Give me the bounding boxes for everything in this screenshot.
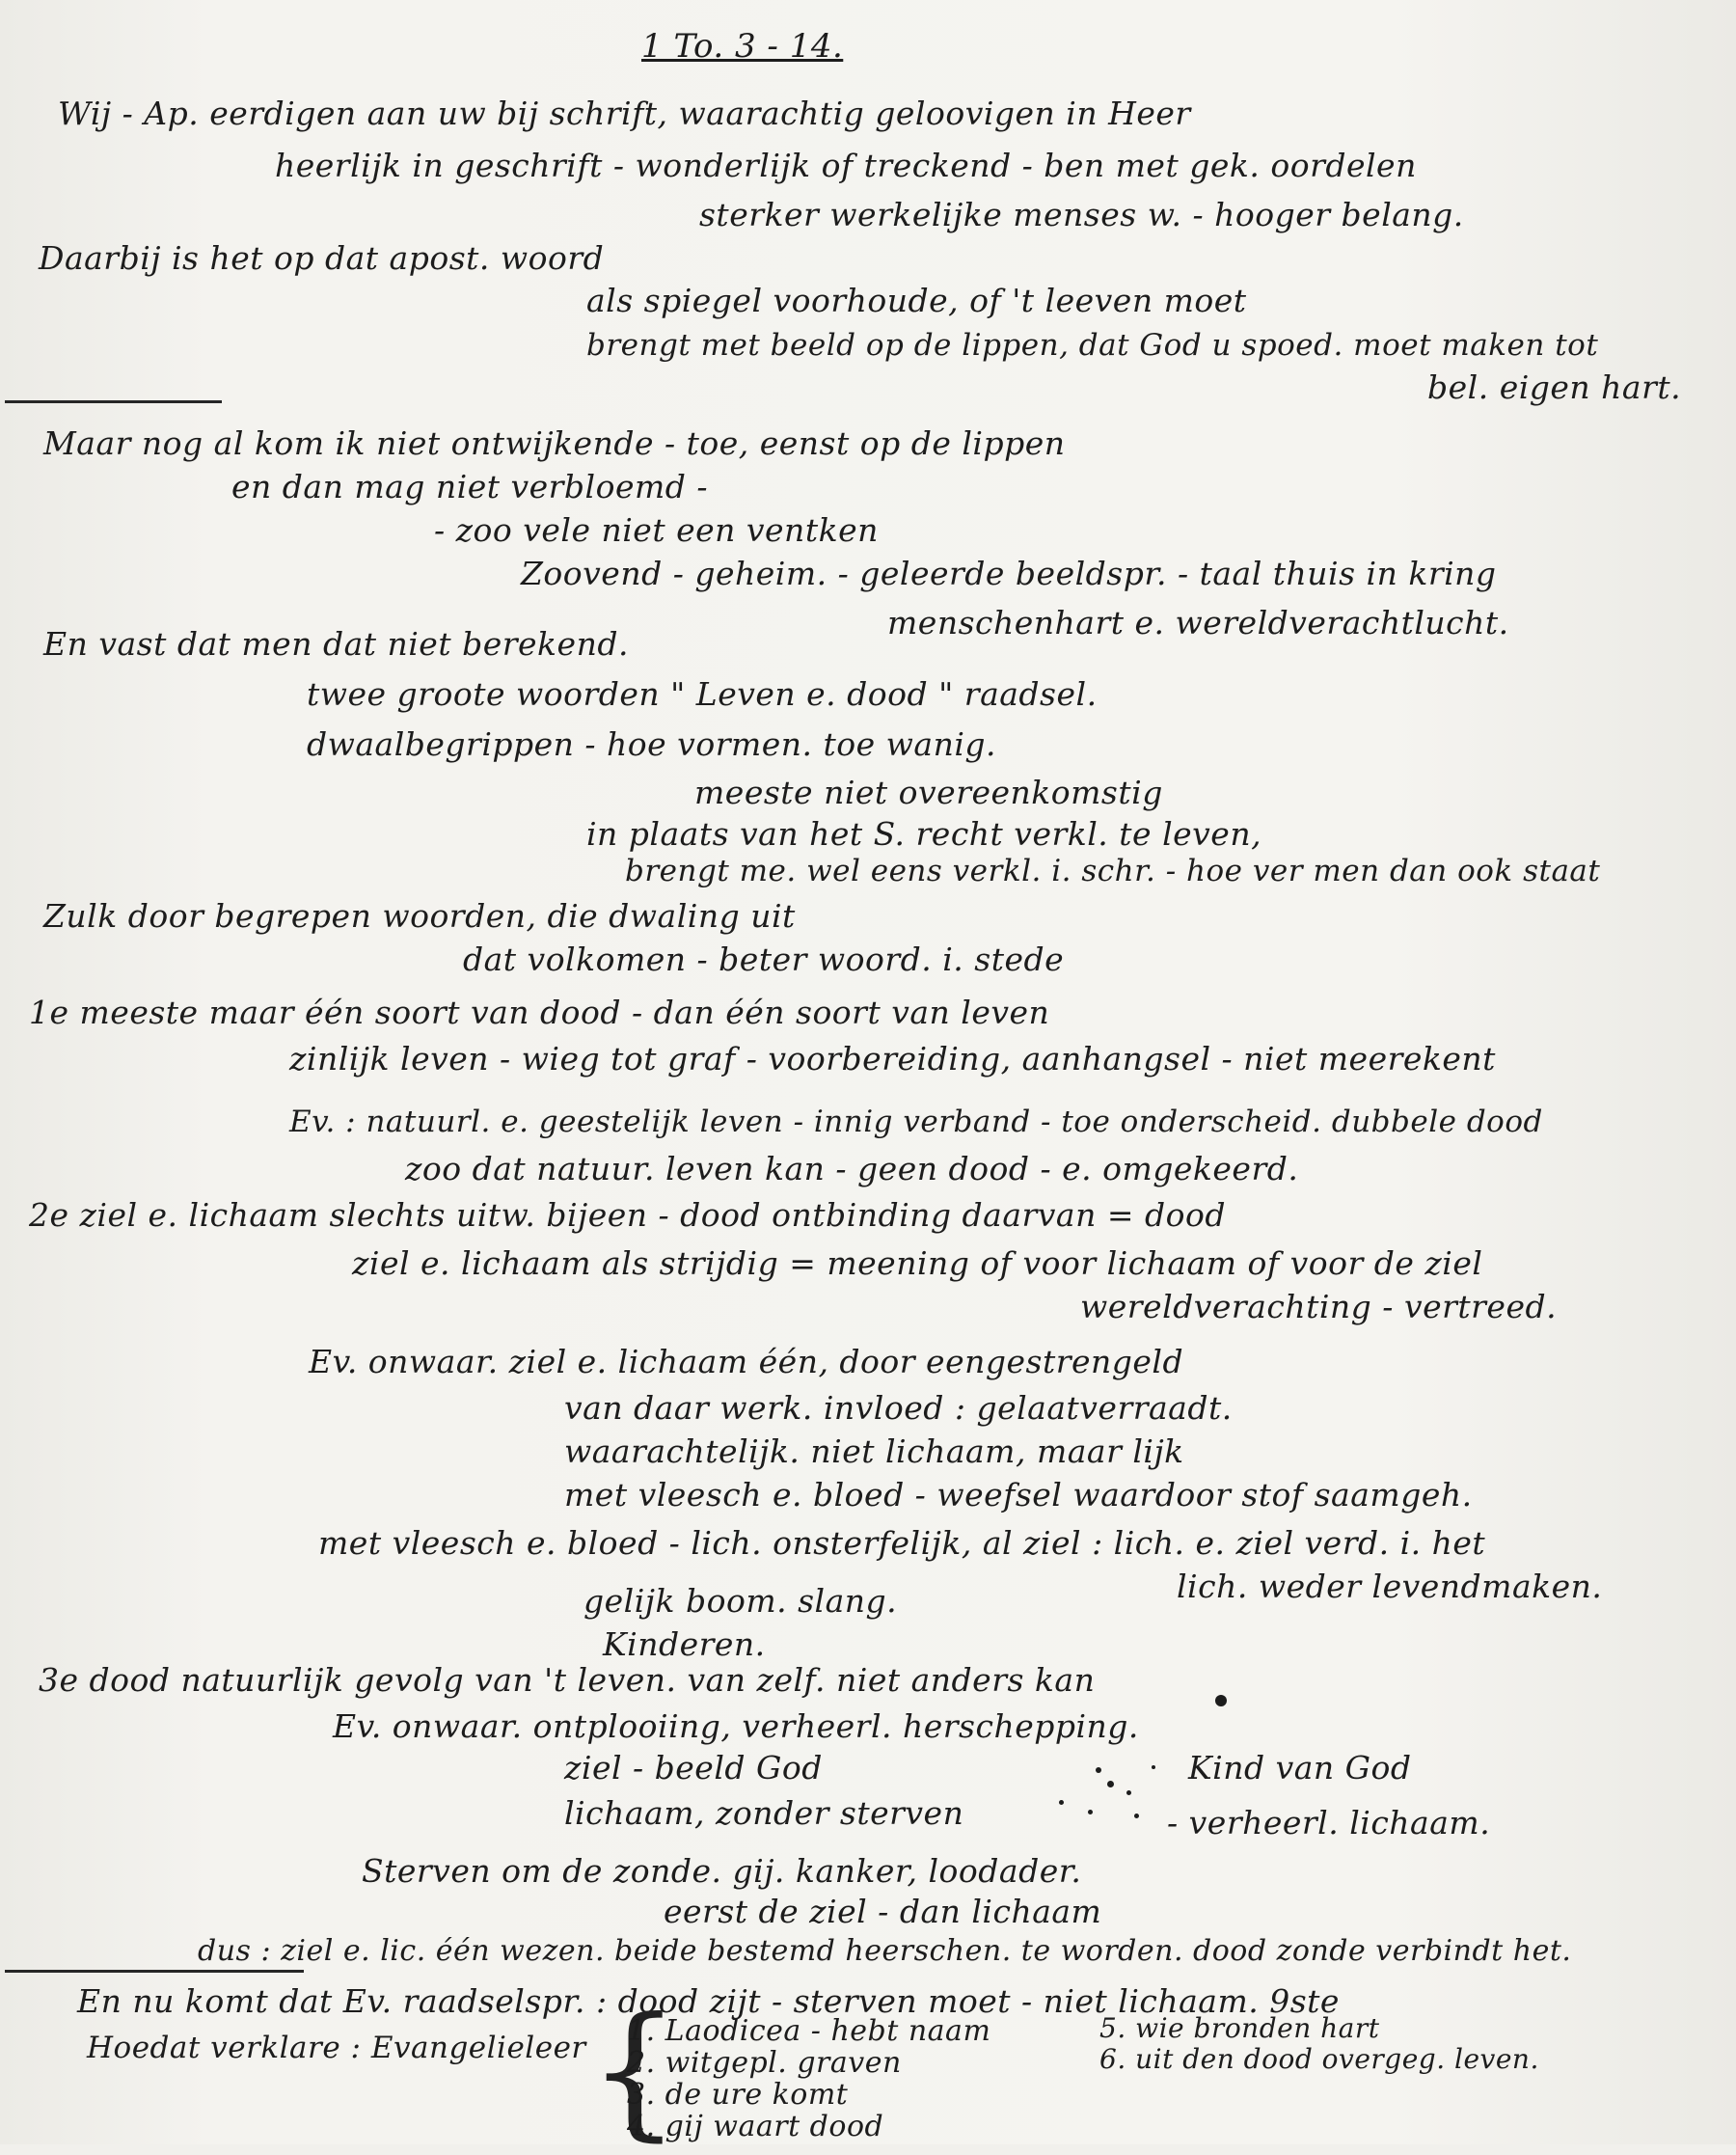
ink-dot — [1215, 1695, 1227, 1706]
text-line-15: zinlijk leven - wieg tot graf - voorbereiding, aanhangsel - niet meerekent — [289, 1040, 1496, 1078]
side-note-1: 5. wie bronden hart — [1099, 2012, 1380, 2044]
text-line-24: met vleesch e. bloed - weefsel waardoor stof saamgeh. — [564, 1476, 1473, 1514]
text-line-8: dwaalbegrippen - hoe vormen. toe wanig. — [307, 725, 997, 763]
section-divider-2 — [5, 1970, 304, 1973]
intro-line-1: Wij - Ap. eerdigen aan uw bij schrift, waarachtig geloovigen in Heer — [58, 95, 1191, 132]
section-divider-1 — [5, 400, 222, 403]
intro-line-2: heerlijk in geschrift - wonderlijk of treckend - ben met gek. oordelen — [275, 147, 1417, 184]
point-3-line-3: ziel - beeld God — [564, 1749, 823, 1787]
text-line-20: wereldverachting - vertreed. — [1080, 1288, 1558, 1325]
intro-line-5: als spiegel voorhoude, of 't leeven moet — [586, 282, 1247, 319]
text-line-27: gelijk boom. slang. — [583, 1582, 898, 1620]
text-line-25: met vleesch e. bloed - lich. onsterfelijk, al ziel : lich. e. ziel verd. i. het — [318, 1524, 1486, 1562]
text-line-28: Kinderen. — [603, 1625, 766, 1663]
date-heading: 1 To. 3 - 14. — [641, 27, 844, 66]
list-item-3: 3. de ure komt — [627, 2078, 849, 2112]
text-line-5: menschenhart e. wereldverachtlucht. — [887, 604, 1509, 641]
ink-dot — [1096, 1767, 1101, 1773]
side-note-2: 6. uit den dood overgeg. leven. — [1099, 2043, 1539, 2075]
intro-line-4: Daarbij is het op dat apost. woord — [39, 239, 605, 277]
point-3-line-4: Kind van God — [1188, 1749, 1412, 1787]
ink-dot — [1107, 1781, 1114, 1787]
text-line-18: 2e ziel e. lichaam slechts uitw. bijeen - dood ontbinding daarvan = dood — [29, 1196, 1226, 1234]
point-3-line-5: lichaam, zonder sterven — [564, 1794, 964, 1832]
text-line-2: en dan mag niet verbloemd - — [231, 468, 709, 505]
text-line-9: meeste niet overeenkomstig — [694, 774, 1163, 811]
ink-dot — [1126, 1790, 1131, 1795]
text-line-7: twee groote woorden " Leven e. dood " raadsel. — [307, 675, 1098, 713]
point-3-line-6: - verheerl. lichaam. — [1167, 1804, 1491, 1841]
text-line-21: Ev. onwaar. ziel e. lichaam één, door eengestrengeld — [309, 1343, 1184, 1380]
text-line-1: Maar nog al kom ik niet ontwijkende - toe, eenst op de lippen — [43, 424, 1066, 462]
ink-dot — [1088, 1810, 1093, 1814]
text-line-16: Ev. : natuurl. e. geestelijk leven - innig verband - toe onderscheid. dubbele dood — [289, 1105, 1543, 1139]
ink-dot — [1059, 1800, 1064, 1805]
text-line-6: En vast dat men dat niet berekend. — [43, 625, 629, 663]
text-line-19: ziel e. lichaam als strijdig = meening of voor lichaam of voor de ziel — [352, 1244, 1483, 1282]
list-item-1: 1. Laodicea - hebt naam — [627, 2014, 991, 2048]
text-line-23: waarachtelijk. niet lichaam, maar lijk — [564, 1432, 1184, 1470]
ink-dot — [1134, 1814, 1139, 1818]
text-line-11: brengt me. wel eens verkl. i. schr. - hoe ver men dan ook staat — [625, 854, 1601, 888]
point-3-line-8: eerst de ziel - dan lichaam — [664, 1893, 1102, 1930]
text-line-22: van daar werk. invloed : gelaatverraadt. — [564, 1389, 1233, 1427]
point-3-line-2: Ev. onwaar. ontplooiing, verheerl. herschepping. — [333, 1707, 1139, 1745]
text-line-17: zoo dat natuur. leven kan - geen dood - e. omgekeerd. — [405, 1150, 1299, 1187]
list-item-2: 2. witgepl. graven — [627, 2046, 902, 2080]
text-line-12: Zulk door begrepen woorden, die dwaling uit — [43, 897, 796, 935]
text-line-14: 1e meeste maar één soort van dood - dan één soort van leven — [29, 994, 1050, 1031]
point-3-line-9: dus : ziel e. lic. één wezen. beide bestemd heerschen. te worden. dood zonde verbindt het. — [198, 1934, 1572, 1968]
point-3-line-1: 3e dood natuurlijk gevolg van 't leven. van zelf. niet anders kan — [39, 1661, 1096, 1699]
text-line-10: in plaats van het S. recht verkl. te leven, — [586, 815, 1262, 853]
text-line-4: Zoovend - geheim. - geleerde beeldspr. - taal thuis in kring — [521, 555, 1497, 592]
point-3-line-7: Sterven om de zonde. gij. kanker, loodader. — [362, 1852, 1082, 1890]
list-item-4: 4. gij waart dood — [627, 2110, 884, 2143]
intro-line-7: bel. eigen hart. — [1427, 368, 1682, 406]
closing-line-1: En nu komt dat Ev. raadselspr. : dood zijt - sterven moet - niet lichaam. 9ste — [77, 1982, 1340, 2020]
list-brace: { — [588, 1987, 681, 2155]
text-line-13: dat volkomen - beter woord. i. stede — [463, 941, 1065, 978]
ink-dot — [1152, 1765, 1155, 1769]
intro-line-3: sterker werkelijke menses w. - hooger belang. — [699, 196, 1464, 233]
text-line-3: - zoo vele niet een ventken — [434, 511, 879, 549]
intro-line-6: brengt met beeld op de lippen, dat God u spoed. moet maken tot — [586, 328, 1599, 363]
text-line-26: lich. weder levendmaken. — [1177, 1568, 1603, 1605]
closing-line-2: Hoedat verklare : Evangelieleer — [87, 2031, 586, 2065]
